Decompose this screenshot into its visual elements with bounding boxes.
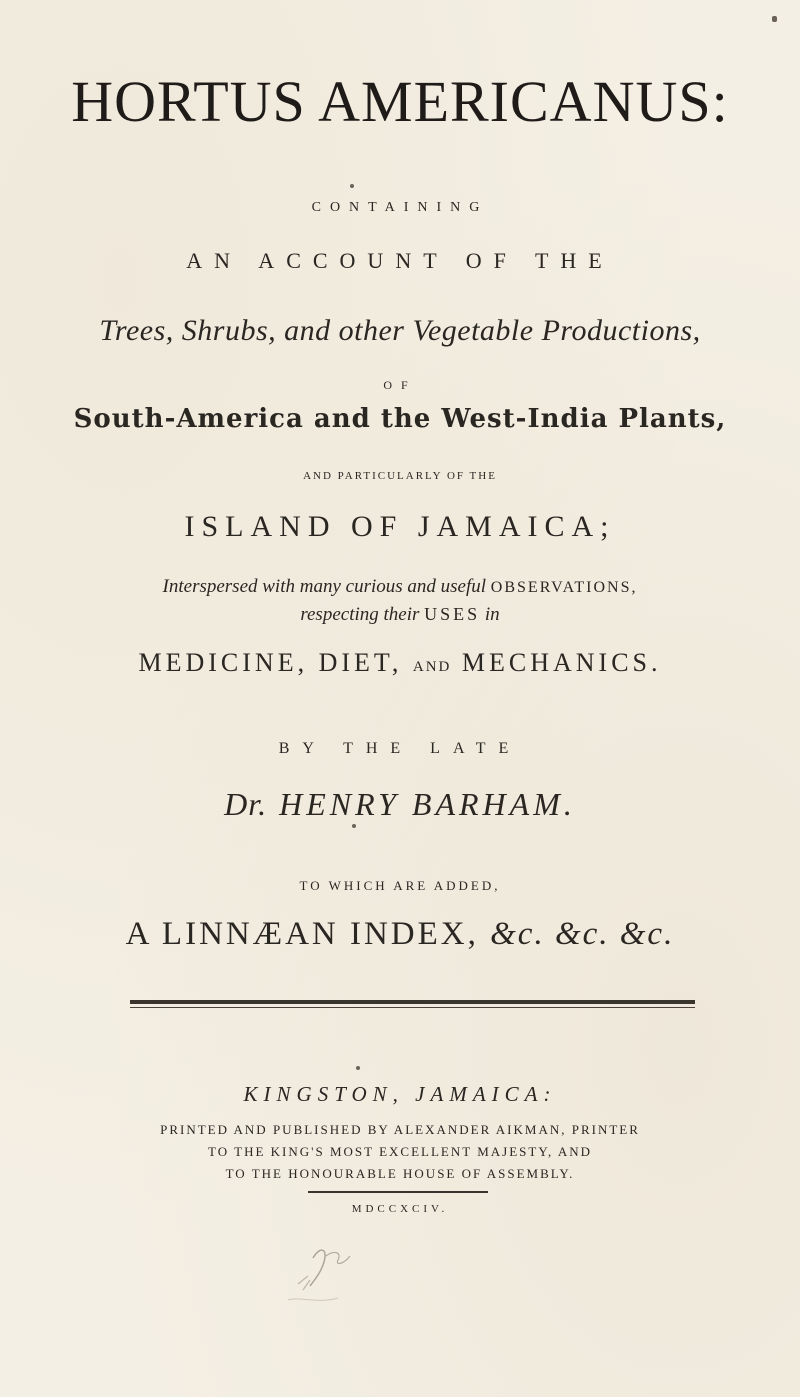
to-which-line: TO WHICH ARE ADDED, (299, 878, 501, 893)
medicine-line (0, 648, 800, 678)
author-line (0, 786, 800, 823)
faded-signature-mark (258, 1238, 408, 1318)
imprint-place: KINGSTON, JAMAICA: (243, 1082, 557, 1106)
medicine-and: AND (412, 659, 452, 675)
account-line: AN ACCOUNT OF THE (186, 248, 614, 273)
rule-thick (130, 1000, 695, 1004)
imprint-date: MDCCXCIV. (351, 1203, 449, 1215)
region-line: South-America and the West-India Plants, (73, 404, 727, 434)
island-line: ISLAND OF JAMAICA; (184, 510, 616, 543)
medicine-diet: MEDICINE, DIET, (138, 648, 403, 677)
of-line: OF (383, 378, 417, 392)
ink-speck (356, 1066, 360, 1070)
author-prefix: Dr. (224, 786, 268, 822)
linnaean-index: A LINNÆAN INDEX, (125, 916, 479, 952)
author-name: HENRY BARHAM. (279, 786, 576, 822)
uses-word: USES (424, 604, 481, 624)
imprint-line-3: TO THE HONOURABLE HOUSE OF ASSEMBLY. (225, 1166, 575, 1181)
interspersed-line (0, 576, 800, 598)
subject-rest: and other Vegetable Productions (284, 314, 693, 347)
book-title: HORTUS AMERICANUS: (71, 69, 729, 134)
short-rule (308, 1191, 488, 1193)
respecting-line (0, 604, 800, 626)
ink-speck (350, 184, 354, 188)
ink-speck (772, 16, 777, 22)
respecting-italic: respecting their (300, 604, 420, 625)
ink-speck (352, 824, 356, 828)
interspersed-italic: Interspersed with many curious and useful (162, 576, 487, 597)
rule-thin (130, 1007, 695, 1008)
index-etc: &c. &c. &c. (490, 916, 675, 952)
imprint-line-1: PRINTED AND PUBLISHED BY ALEXANDER AIKMAN, PRINTER (160, 1122, 640, 1137)
subject-trees: Trees (99, 314, 166, 347)
respecting-in: in (484, 604, 500, 625)
observations-word: OBSERVATIONS, (490, 579, 638, 596)
index-line (0, 916, 800, 953)
containing-line: CONTAINING (311, 200, 489, 215)
subject-shrubs: Shrubs (181, 314, 269, 347)
particularly-line: AND PARTICULARLY OF THE (303, 470, 497, 482)
mechanics: MECHANICS. (461, 648, 662, 677)
imprint-line-2: TO THE KING'S MOST EXCELLENT MAJESTY, AND (208, 1144, 592, 1159)
subject-line: Trees, Shrubs, and other Vegetable Productions, (99, 314, 701, 347)
by-the-late-line: BY THE LATE (278, 740, 522, 757)
double-rule (130, 1000, 695, 1010)
